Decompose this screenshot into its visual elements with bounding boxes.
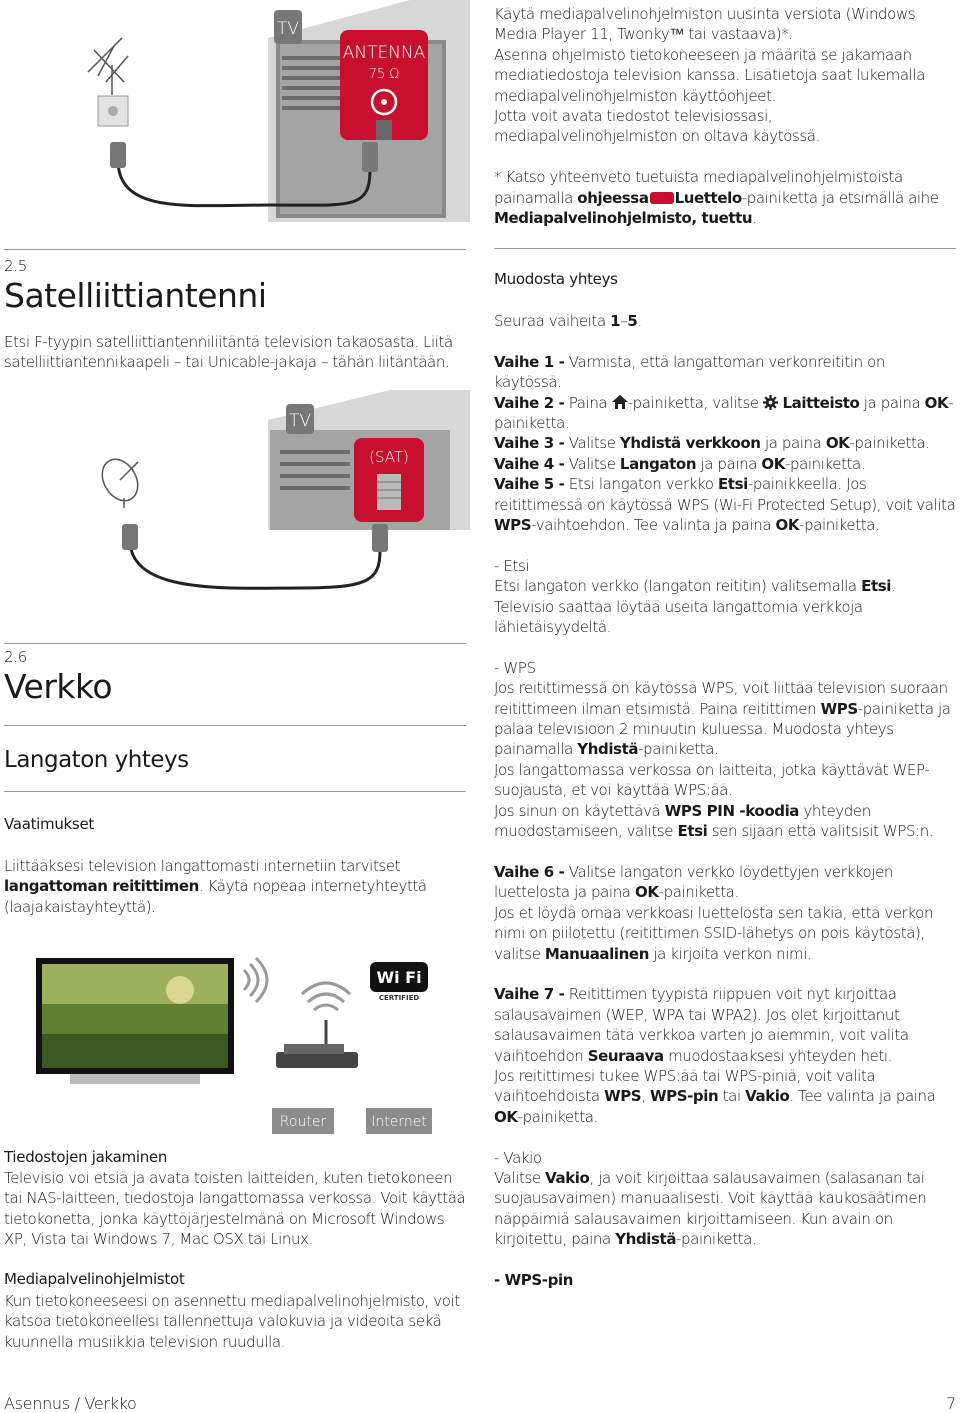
antenna-port-callout: [340, 30, 428, 140]
section-number: 2.6: [4, 648, 27, 666]
divider: [494, 248, 956, 249]
sat-port-callout: [354, 438, 424, 522]
home-icon: [612, 395, 628, 409]
antenna-port-value: 75 Ω: [368, 67, 400, 82]
requirements-heading: Vaatimukset: [4, 815, 94, 833]
divider: [4, 249, 466, 250]
wifi-signal-icon: [244, 958, 267, 1002]
file-sharing-text: Televisio voi etsiä ja avata toisten laitteiden, kuten tietokoneen tai NAS-laitteen, tiedostoja langattomassa verkossa. Voit käyttää tietokonetta, jonka käyttöjärjestelmänä on Microsoft Windows XP, Vista tai Windows 7, Mac OSX tai Linux.: [4, 1169, 466, 1249]
antenna-connection-illustration: [70, 0, 470, 230]
satellite-dish-icon: [95, 453, 145, 508]
tv-label: TV: [276, 19, 300, 39]
divider: [4, 725, 466, 726]
satellite-description: Etsi F-tyypin satelliittiantenniliitäntä television takaosasta. Liitä satelliittiantennikaapeli – tai Unicable-jakaja – tähän liitäntään.: [4, 333, 453, 372]
router-label-box: [272, 1108, 334, 1134]
antenna-port-label: ANTENNA: [342, 43, 426, 63]
divider: [4, 643, 466, 644]
divider: [4, 791, 466, 792]
wireless-network-illustration: [30, 950, 450, 1140]
requirements-text: Liittääksesi television langattomasti internetiin tarvitset langattoman reitittimen. Käytä nopeaa internetyhteyttä (laajakaistayhteyttä).: [4, 857, 427, 916]
section-number: 2.5: [4, 257, 27, 275]
connect-heading: Muodosta yhteys: [494, 270, 618, 288]
page-number: 7: [946, 1394, 956, 1413]
right-top-text: Käytä mediapalvelinohjelmiston uusinta versiota (Windows Media Player 11, Twonky™ tai vastaava)*. Asenna ohjelmisto tietokoneeseen ja määritä se jakamaan mediatiedostoja television kanssa. Lisätietoja saat lukemalla mediapalvelinohjelmiston käyttöohjeet. Jotta voit avata tiedostot televisiossasi, mediapalvelinohjelmiston on oltava käytössä. * Katso yhteenveto tuetuista mediapalvelinohjelmistoista painamalla ohjeessa Luettelo-painiketta ja etsimällä aihe Mediapalvelinohjelmisto, tuettu.: [494, 5, 939, 228]
section-title: Satelliittiantenni: [4, 276, 267, 315]
red-button-icon: [650, 192, 674, 204]
svg-text:Internet: Internet: [371, 1114, 427, 1130]
satellite-cable: [130, 540, 380, 588]
section-title: Verkko: [4, 667, 113, 706]
media-server-text: Kun tietokoneeseesi on asennettu mediapalvelinohjelmisto, voit katsoa tietokoneellesi tallennettuja valokuvia ja videoita sekä kuunnella musiikkia television ruudulla.: [4, 1292, 460, 1351]
svg-text:CERTIFIED: CERTIFIED: [378, 994, 420, 1002]
connect-steps: Seuraa vaiheita 1–5. Vaihe 1 - Varmista, että langattoman verkonreititin on käytössä. Vaihe 2 - Paina -painiketta, valitse Laitteisto ja paina OK-painiketta. Vaihe 3 - Valitse Yhdistä verkkoon ja paina OK-painiketta. Vaihe 4 - Valitse Langaton ja paina OK-painiketta. Vaihe 5 - Etsi langaton verkko Etsi-painikkeella. Jos reitittimessä on käytössä WPS (Wi-Fi Protected Setup), voit valita WPS-vaihtoehdon. Tee valinta ja paina OK-painiketta. - Etsi Etsi langaton verkko (langaton reititin) valitsemalla Etsi. Televisio saattaa löytää useita langattomia verkkoja lähietäisyydeltä. - WPS Jos reitittimessä on käytössä WPS, voit liittää television suoraan reitittimeen ilman etsimistä. Paina reitittimen WPS-painiketta ja palaa televisioon 2 minuutin kuluessa. Muodosta yhteys painamalla Yhdistä-painiketta. Jos langattomassa verkossa on laitteita, jotka käyttävät WEP-suojausta, et voi käyttää WPS:ää. Jos sinun on käytettävä WPS PIN -koodia yhteyden muodostamiseen, valitse Etsi sen sijaan että valitsisit WPS:n. Vaihe 6 - Valitse langaton verkko löydettyjen verkkojen luettelosta ja paina OK-painiketta. Jos et löydä omaa verkkoasi luettelosta sen takia, että verkon nimi on piilotettu (reitittimen SSID-lähetys on pois käytöstä), valitse Manuaalinen ja kirjoita verkon nimi. Vaihe 7 - Reitittimen tyypistä riippuen voit nyt kirjoittaa salausavaimen (WEP, WPA tai WPA2). Jos olet kirjoittanut salausavaimen tätä verkkoa varten jo aiemmin, voit valita vaihtoehdon Seuraava muodostaaksesi yhteyden heti. Jos reitittimesi tukee WPS:ää tai WPS-piniä, voit valita vaihtoehdoista WPS, WPS-pin tai Vakio. Tee valinta ja paina OK-painiketta. - Vakio Valitse Vakio, ja voit kirjoittaa salausavaimen (salasanan tai suojausavaimen) manuaalisesti. Voit käyttää kaukosäätimen näppäimiä salausavaimen kirjoittamiseen. Kun avain on kirjoitettu, paina Yhdistä-painiketta. - WPS-pin: [494, 312, 956, 1289]
subsection-title: Langaton yhteys: [4, 747, 189, 773]
satellite-connection-illustration: [90, 390, 470, 610]
tv-label: TV: [288, 411, 312, 431]
router-icon: [276, 983, 358, 1068]
file-sharing-heading: Tiedostojen jakaminen: [4, 1148, 168, 1166]
internet-label-box: [366, 1108, 432, 1134]
svg-text:Wi Fi: Wi Fi: [376, 968, 422, 987]
svg-text:Router: Router: [279, 1114, 327, 1130]
footer-breadcrumb: Asennus / Verkko: [4, 1394, 137, 1413]
settings-gear-icon: [763, 395, 778, 410]
wifi-certified-logo: [370, 962, 428, 1002]
sat-port-label: (SAT): [369, 448, 409, 466]
media-server-heading: Mediapalvelinohjelmistot: [4, 1270, 185, 1288]
tv-screen: [36, 958, 234, 1084]
antenna-icon: [88, 38, 128, 95]
